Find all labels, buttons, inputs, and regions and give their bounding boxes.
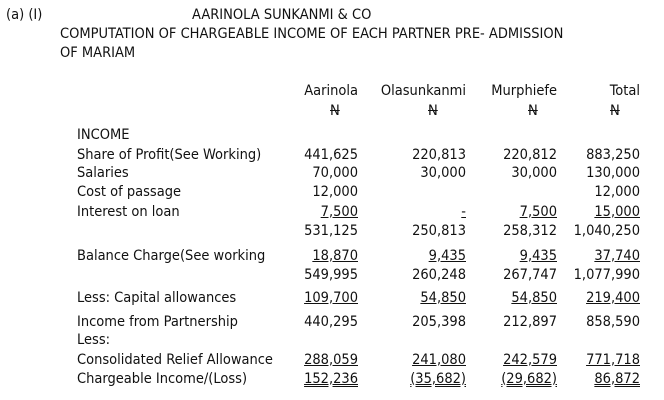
row-label-cra: Consolidated Relief Allowance <box>77 352 273 368</box>
section-label: (a) (I) <box>6 7 43 23</box>
row-label-salaries: Salaries <box>77 165 129 181</box>
cell-chargeable-murphiefe: (29,682) <box>501 371 557 387</box>
cell-share-olasunkanmi: 220,813 <box>412 147 466 163</box>
cell-share-total: 883,250 <box>586 147 640 163</box>
row-label-interest: Interest on loan <box>77 204 180 220</box>
row-label-passage: Cost of passage <box>77 184 182 200</box>
cell-partnership-total: 858,590 <box>586 314 640 330</box>
cell-subtotal1-murphiefe: 258,312 <box>503 223 557 239</box>
row-label-partnership: Income from Partnership <box>77 314 238 330</box>
cell-chargeable-olasunkanmi: (35,682) <box>410 371 466 387</box>
cell-balance-aarinola: 18,870 <box>312 248 358 264</box>
cell-capital-total: 219,400 <box>586 290 640 306</box>
cell-share-murphiefe: 220,812 <box>503 147 557 163</box>
cell-subtotal2-murphiefe: 267,747 <box>503 267 557 283</box>
cell-subtotal2-aarinola: 549,995 <box>304 267 358 283</box>
header-olasunkanmi: Olasunkanmi <box>380 83 466 99</box>
cell-subtotal1-aarinola: 531,125 <box>304 223 358 239</box>
currency-olasunkanmi: N <box>428 103 438 119</box>
cell-cra-aarinola: 288,059 <box>304 352 358 368</box>
less-heading: Less: <box>77 332 111 348</box>
cell-salaries-olasunkanmi: 30,000 <box>420 165 466 181</box>
row-label-share: Share of Profit(See Working) <box>77 147 262 163</box>
cell-subtotal1-olasunkanmi: 250,813 <box>412 223 466 239</box>
cell-share-aarinola: 441,625 <box>304 147 358 163</box>
cell-interest-aarinola: 7,500 <box>320 204 358 220</box>
cell-subtotal2-olasunkanmi: 260,248 <box>412 267 466 283</box>
cell-interest-total: 15,000 <box>594 204 640 220</box>
header-aarinola: Aarinola <box>304 83 358 99</box>
firm-name: AARINOLA SUNKANMI & CO <box>192 7 372 23</box>
cell-salaries-aarinola: 70,000 <box>312 165 358 181</box>
cell-capital-aarinola: 109,700 <box>304 290 358 306</box>
cell-chargeable-aarinola: 152,236 <box>304 371 358 387</box>
cell-cra-total: 771,718 <box>586 352 640 368</box>
document-title-line-2: OF MARIAM <box>60 45 136 61</box>
header-murphiefe: Murphiefe <box>491 83 557 99</box>
cell-subtotal1-total: 1,040,250 <box>573 223 640 239</box>
cell-partnership-aarinola: 440,295 <box>304 314 358 330</box>
income-heading: INCOME <box>77 127 130 143</box>
cell-balance-olasunkanmi: 9,435 <box>428 248 466 264</box>
cell-interest-olasunkanmi: - <box>461 204 466 220</box>
row-label-balance: Balance Charge(See working <box>77 248 266 264</box>
cell-partnership-murphiefe: 212,897 <box>503 314 557 330</box>
cell-salaries-murphiefe: 30,000 <box>511 165 557 181</box>
cell-salaries-total: 130,000 <box>586 165 640 181</box>
cell-capital-olasunkanmi: 54,850 <box>420 290 466 306</box>
cell-balance-total: 37,740 <box>594 248 640 264</box>
currency-total: N <box>610 103 620 119</box>
cell-cra-murphiefe: 242,579 <box>503 352 557 368</box>
cell-subtotal2-total: 1,077,990 <box>573 267 640 283</box>
cell-capital-murphiefe: 54,850 <box>511 290 557 306</box>
header-total: Total <box>609 83 640 99</box>
cell-partnership-olasunkanmi: 205,398 <box>412 314 466 330</box>
cell-passage-total: 12,000 <box>594 184 640 200</box>
cell-cra-olasunkanmi: 241,080 <box>412 352 466 368</box>
document-title-line-1: COMPUTATION OF CHARGEABLE INCOME OF EACH PARTNER PRE- ADMISSION <box>60 26 564 42</box>
cell-chargeable-total: 86,872 <box>594 371 640 387</box>
cell-balance-murphiefe: 9,435 <box>519 248 557 264</box>
currency-murphiefe: N <box>528 103 538 119</box>
cell-passage-aarinola: 12,000 <box>312 184 358 200</box>
currency-aarinola: N <box>330 103 340 119</box>
cell-interest-murphiefe: 7,500 <box>519 204 557 220</box>
row-label-capital: Less: Capital allowances <box>77 290 237 306</box>
row-label-chargeable: Chargeable Income/(Loss) <box>77 371 248 387</box>
